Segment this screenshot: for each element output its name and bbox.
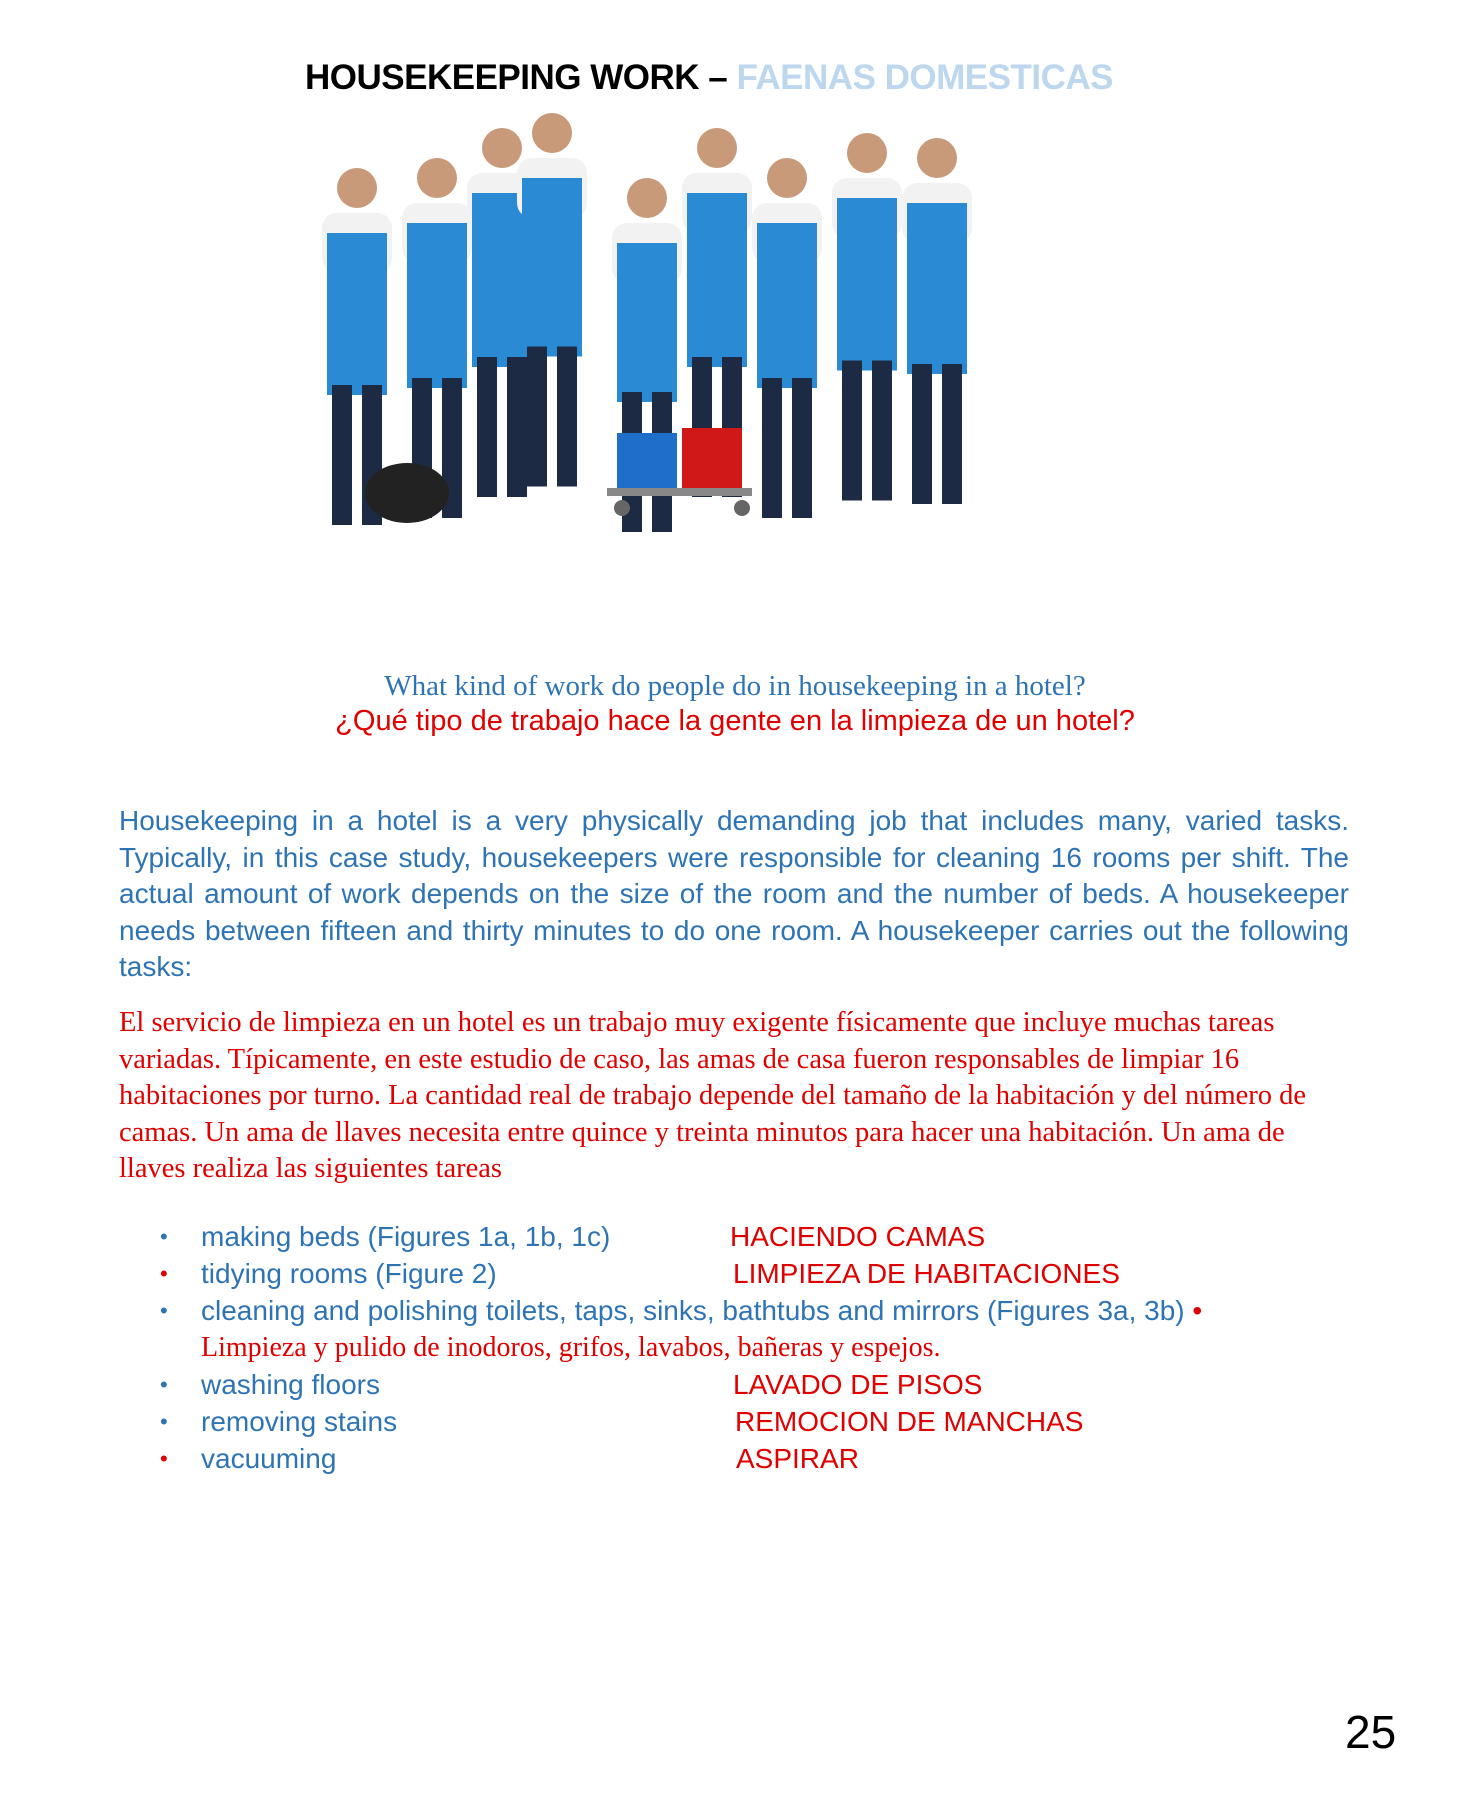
- bullet: •: [160, 1372, 168, 1397]
- person-leg: [557, 347, 577, 487]
- person-head: [482, 128, 522, 168]
- person-leg: [842, 361, 862, 501]
- person-apron: [327, 233, 387, 395]
- task-spanish: ASPIRAR: [736, 1443, 859, 1474]
- blue-bucket: [617, 433, 677, 488]
- person-leg: [792, 378, 812, 518]
- person-leg: [942, 364, 962, 504]
- title-spanish: FAENAS DOMESTICAS: [736, 58, 1113, 97]
- cleaning-cart: [607, 488, 752, 496]
- person-leg: [872, 361, 892, 501]
- task-english: washing floors: [201, 1369, 380, 1400]
- person-head: [917, 138, 957, 178]
- person-apron: [407, 223, 467, 388]
- bullet: •: [160, 1409, 168, 1434]
- person-leg: [527, 347, 547, 487]
- red-bucket: [682, 428, 742, 488]
- person-leg: [507, 357, 527, 497]
- person-head: [847, 133, 887, 173]
- task-english: vacuuming: [201, 1443, 337, 1474]
- person-apron: [687, 193, 747, 367]
- bullet: •: [160, 1261, 168, 1286]
- question-english: What kind of work do people do in housekeeping in a hotel?: [384, 670, 1086, 702]
- person-head: [532, 113, 572, 153]
- question-spanish: ¿Qué tipo de trabajo hace la gente en la limpieza de un hotel?: [335, 705, 1135, 737]
- task-spanish: Limpieza y pulido de inodoros, grifos, lavabos, bañeras y espejos.: [201, 1332, 941, 1363]
- person-apron: [757, 223, 817, 388]
- task-english: removing stains: [201, 1406, 398, 1437]
- person-head: [767, 158, 807, 198]
- person-apron: [617, 243, 677, 402]
- paragraph-spanish: El servicio de limpieza en un hotel es un trabajo muy exigente físicamente que incluye muchas tareas variadas. Típicamente, en este estudio de caso, las amas de casa fueron responsables de limpiar 16 habitaciones por turno. La cantidad real de trabajo depende del tamaño de la habitación y del número de camas. Un ama de llaves necesita entre quince y treinta minutos para hacer una habitación. Un ama de llaves realiza las siguientes tareas: [119, 1007, 1307, 1185]
- task-spanish: HACIENDO CAMAS: [730, 1221, 986, 1252]
- person-head: [417, 158, 457, 198]
- person-head: [697, 128, 737, 168]
- person-head: [627, 178, 667, 218]
- bullet: •: [160, 1298, 168, 1323]
- person-leg: [762, 378, 782, 518]
- page-title: [0, 58, 1418, 98]
- person-apron: [522, 178, 582, 357]
- task-spanish: LIMPIEZA DE HABITACIONES: [733, 1258, 1120, 1289]
- bullet: •: [160, 1224, 168, 1249]
- bullet: •: [160, 1446, 168, 1471]
- person-leg: [332, 385, 352, 525]
- person-apron: [837, 198, 897, 371]
- task-english-text: cleaning and polishing toilets, taps, sinks, bathtubs and mirrors (Figures 3a, 3b): [201, 1295, 1185, 1326]
- trailing-bullet: •: [1192, 1295, 1203, 1326]
- housekeeping-staff-photo: [287, 103, 1102, 603]
- page-number: 25: [1345, 1706, 1397, 1758]
- person-head: [337, 168, 377, 208]
- person-leg: [477, 357, 497, 497]
- task-english: tidying rooms (Figure 2): [201, 1258, 497, 1289]
- vacuum-cleaner: [365, 463, 449, 523]
- task-english: [201, 1292, 1202, 1329]
- paragraph-english: Housekeeping in a hotel is a very physically demanding job that includes many, varied tasks. Typically, in this case study, housekeepers were responsible for cleaning 16 rooms per shift. The actual amount of work depends on the size of the room and the number of beds. A housekeeper needs between fifteen and thirty minutes to do one room. A housekeeper carries out the following tasks:: [119, 805, 1349, 983]
- person-apron: [907, 203, 967, 374]
- task-spanish: REMOCION DE MANCHAS: [735, 1406, 1084, 1437]
- person-leg: [912, 364, 932, 504]
- title-english: HOUSEKEEPING WORK –: [305, 58, 737, 97]
- task-english: making beds (Figures 1a, 1b, 1c): [201, 1221, 611, 1252]
- task-spanish: LAVADO DE PISOS: [733, 1369, 983, 1400]
